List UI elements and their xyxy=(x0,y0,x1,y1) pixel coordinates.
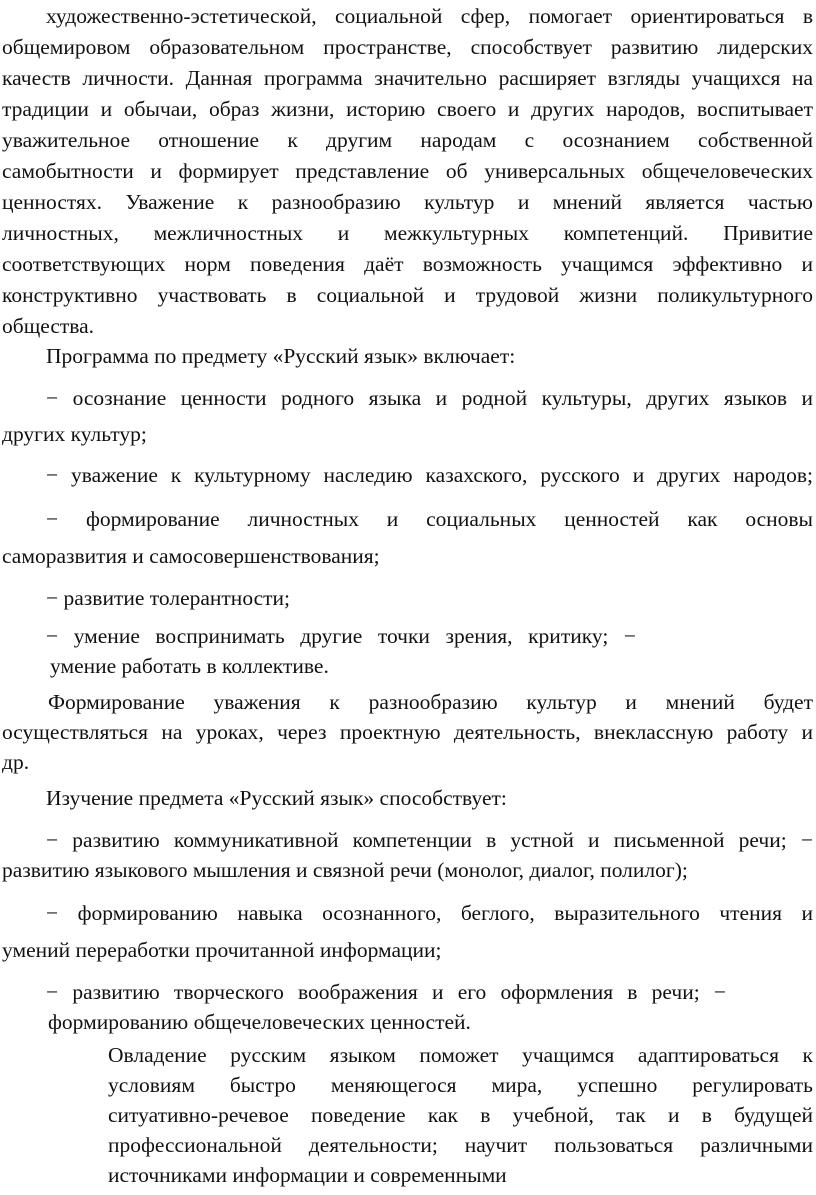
program-item-5: − умение воспринимать другие точки зрения, критику; − xyxy=(46,624,636,648)
study-item-2-cont: умений переработки прочитанной информации; xyxy=(2,938,442,962)
program-item-3: − формирование личностных и социальных ценностей как основы xyxy=(46,507,813,531)
text-line: качеств личности. Данная программа значительно расширяет взгляды учащихся на xyxy=(2,66,813,90)
text-line: уважительное отношение к другим народам с осознанием собственной xyxy=(2,128,813,152)
paragraph-3-line: ситуативно-речевое поведение как в учебной, так и в будущей xyxy=(108,1103,813,1127)
paragraph-3-line: профессиональной деятельности; научит пользоваться различными xyxy=(108,1133,813,1157)
paragraph-2-line: осуществляться на уроках, через проектную деятельность, внеклассную работу и xyxy=(2,720,813,744)
study-item-2: − формированию навыка осознанного, беглого, выразительного чтения и xyxy=(46,901,813,925)
paragraph-3-line: Овладение русским языком поможет учащимся адаптироваться к xyxy=(108,1043,813,1067)
paragraph-3-line: условиям быстро меняющегося мира, успешно регулировать xyxy=(108,1073,813,1097)
paragraph-3-line: источниками информации и современными xyxy=(108,1163,507,1187)
text-line: общества. xyxy=(2,314,95,338)
text-line: соответствующих норм поведения даёт возможность учащимся эффективно и xyxy=(2,252,813,276)
study-item-1-cont: развитию языкового мышления и связной речи (монолог, диалог, полилог); xyxy=(2,858,688,882)
text-line: самобытности и формирует представление об универсальных общечеловеческих xyxy=(2,159,813,183)
text-line: конструктивно участвовать в социальной и трудовой жизни поликультурного xyxy=(2,283,813,307)
program-item-3-cont: саморазвития и самосовершенствования; xyxy=(2,544,380,568)
study-intro: Изучение предмета «Русский язык» способствует: xyxy=(46,786,507,810)
paragraph-2-line: Формирование уважения к разнообразию культур и мнений будет xyxy=(48,690,813,714)
program-item-5-cont: умение работать в коллективе. xyxy=(50,654,329,678)
text-line: ценностях. Уважение к разнообразию культур и мнений является частью xyxy=(2,190,813,214)
program-intro: Программа по предмету «Русский язык» включает: xyxy=(46,344,516,368)
study-item-1: − развитию коммуникативной компетенции в устной и письменной речи; − xyxy=(46,828,813,852)
text-line: общемировом образовательном пространстве, способствует развитию лидерских xyxy=(2,35,813,59)
text-line: личностных, межличностных и межкультурных компетенций. Привитие xyxy=(2,221,813,245)
text-line: традиции и обычаи, образ жизни, историю своего и других народов, воспитывает xyxy=(2,97,813,121)
program-item-1: − осознание ценности родного языка и родной культуры, других языков и xyxy=(46,386,813,410)
study-item-3-cont: формированию общечеловеческих ценностей. xyxy=(48,1010,471,1034)
paragraph-2-line: др. xyxy=(2,750,30,774)
program-item-2: − уважение к культурному наследию казахского, русского и других народов; xyxy=(46,463,813,487)
program-item-4: − развитие толерантности; xyxy=(46,586,291,610)
study-item-3: − развитию творческого воображения и его оформления в речи; − xyxy=(46,980,726,1004)
program-item-1-cont: других культур; xyxy=(2,422,147,446)
text-line: художественно-эстетической, социальной сфер, помогает ориентироваться в xyxy=(46,4,813,28)
